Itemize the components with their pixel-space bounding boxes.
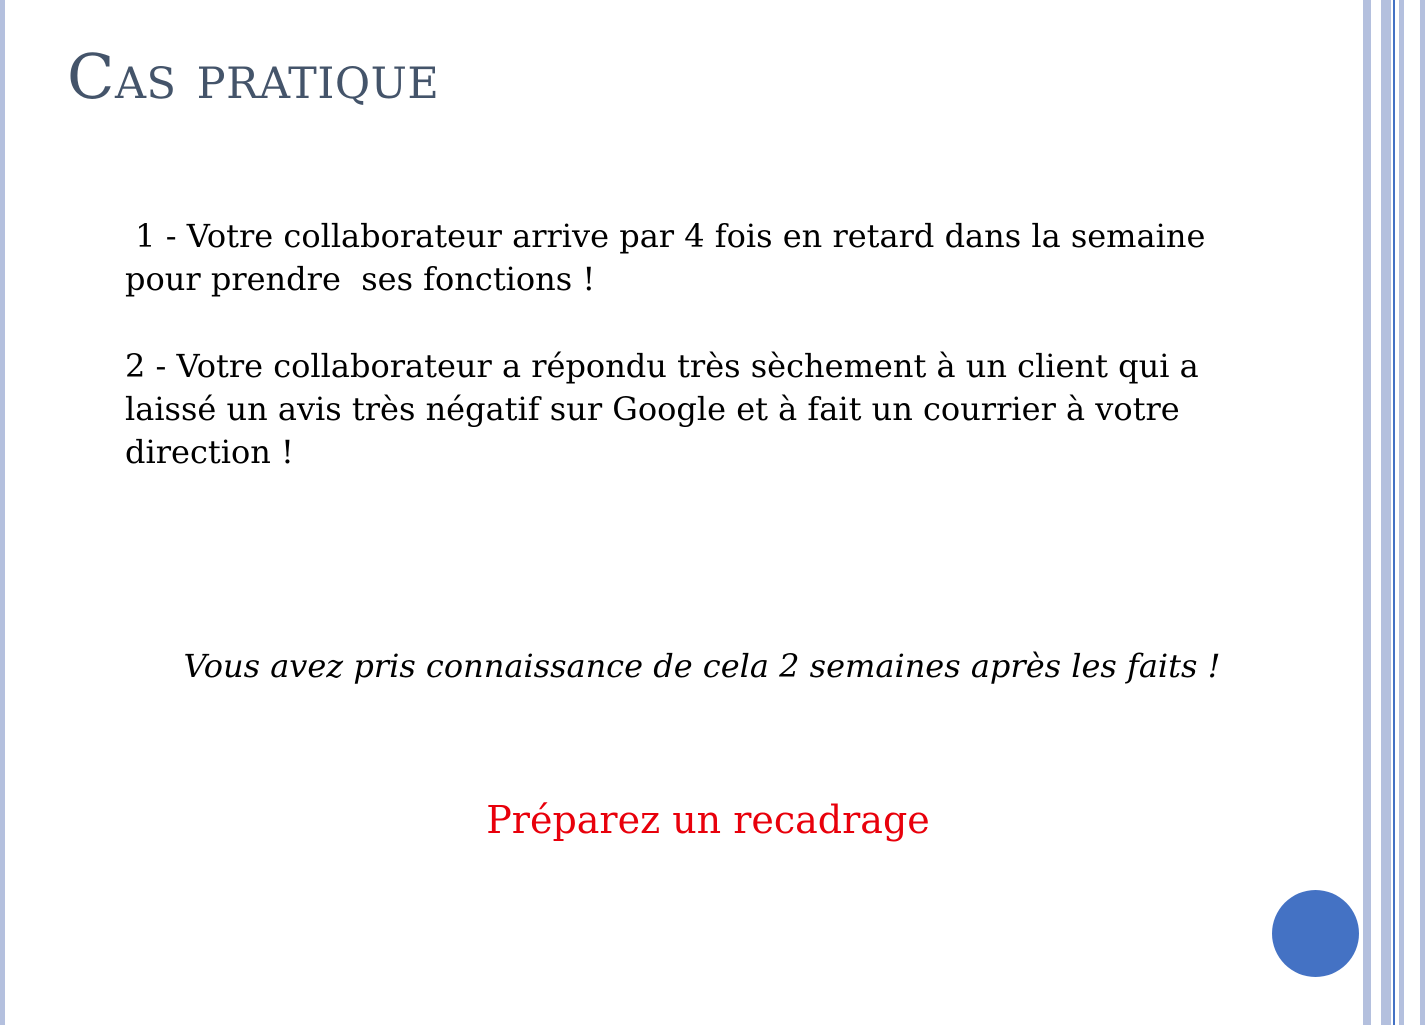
right-border-stripe [1420,0,1425,1025]
case-item-2: 2 - Votre collaborateur a répondu très sèchement à un client qui a laissé un avis très négatif sur Google et à fait un courrier à votre direction ! [125,347,1209,471]
right-border-stripe [1381,0,1391,1025]
right-border-line [1393,0,1395,1025]
case-item-1: 1 - Votre collaborateur arrive par 4 fois en retard dans la semaine pour prendre ses fonctions ! [125,217,1216,298]
decorative-circle-icon [1272,890,1359,977]
right-border-stripe [1363,0,1371,1025]
context-note: Vous avez pris connaissance de cela 2 semaines après les faits ! [183,647,1221,685]
right-border-stripe [1399,0,1404,1025]
left-border-stripe [0,0,5,1025]
call-to-action: Préparez un recadrage [486,798,930,842]
slide-title: Cas pratique [67,40,440,113]
